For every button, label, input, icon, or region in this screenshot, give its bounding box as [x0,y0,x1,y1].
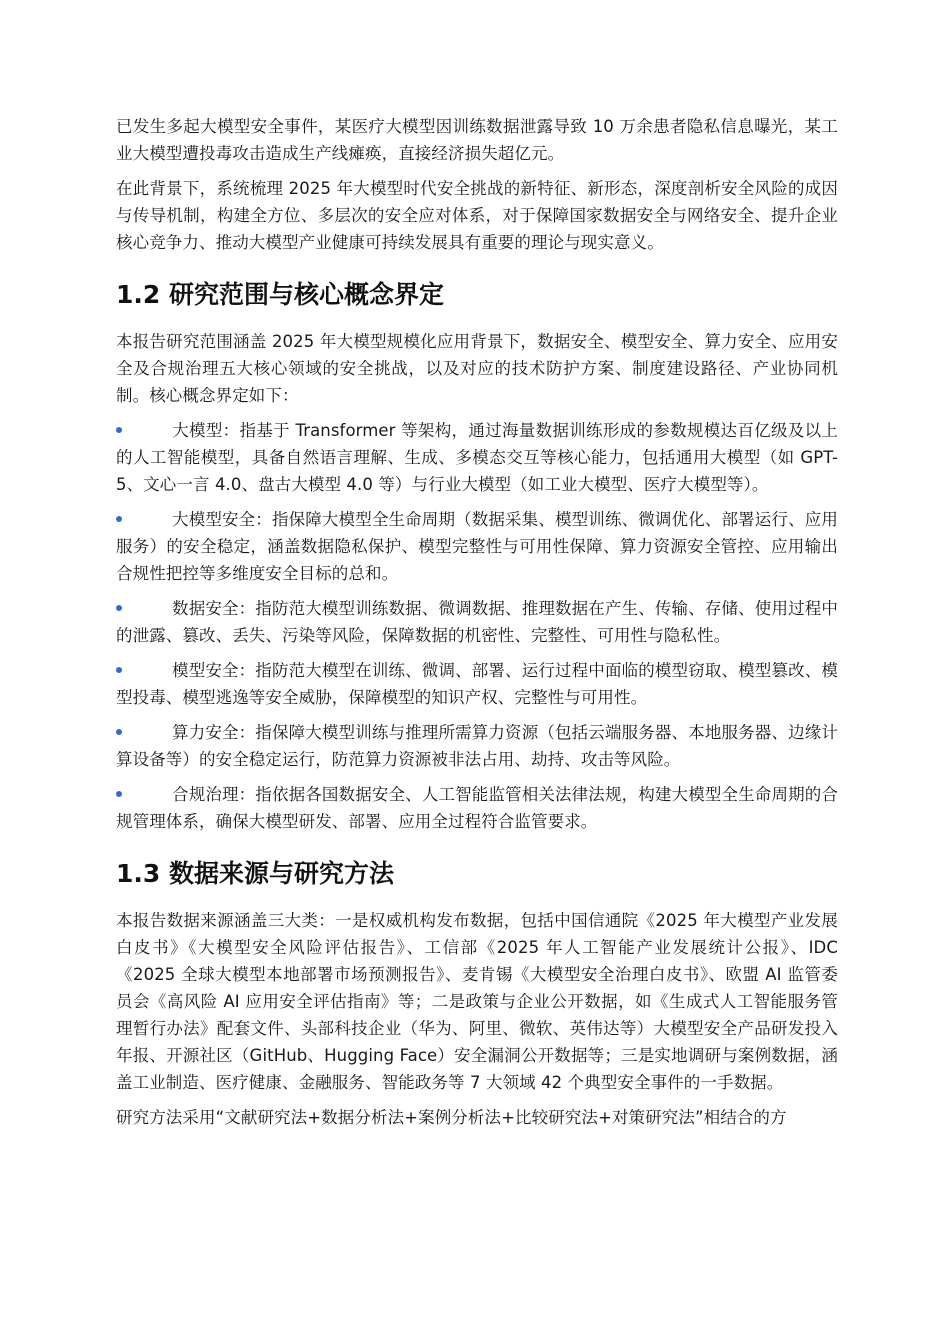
bullet-dot-icon [116,667,122,673]
list-item [116,781,838,835]
list-item [116,506,838,587]
list-item [116,417,838,498]
bullet-dot-icon [116,605,122,611]
list-item-text: 大模型：指基于 Transformer 等架构，通过海量数据训练形成的参数规模达百亿级及以上的人工智能模型，具备自然语言理解、生成、多模态交互等核心能力，包括通用大模型（如 GPT-5、文心一言 4.0、盘古大模型 4.0 等）与行业大模型（如工业大模型、医疗大模型等）。 [116,421,838,494]
intro-paragraph-1: 已发生多起大模型安全事件，某医疗大模型因训练数据泄露导致 10 万余患者隐私信息曝光，某工业大模型遭投毒攻击造成生产线瘫痪，直接经济损失超亿元。 [116,117,838,163]
bullet-dot-icon [116,427,122,433]
list-item [116,719,838,773]
section-heading-1-2: 1.2 研究范围与核心概念界定 [116,280,444,309]
section-1-3-paragraph-2: 研究方法采用“文献研究法+数据分析法+案例分析法+比较研究法+对策研究法”相结合的方 [116,1108,787,1127]
bullet-dot-icon [116,729,122,735]
list-item-text: 算力安全：指保障大模型训练与推理所需算力资源（包括云端服务器、本地服务器、边缘计算设备等）的安全稳定运行，防范算力资源被非法占用、劫持、攻击等风险。 [116,723,838,769]
list-item-text: 合规治理：指依据各国数据安全、人工智能监管相关法律法规，构建大模型全生命周期的合规管理体系，确保大模型研发、部署、应用全过程符合监管要求。 [116,785,838,831]
bullet-dot-icon [116,791,122,797]
bullet-dot-icon [116,516,122,522]
document-page [116,113,838,1139]
list-item-text: 模型安全：指防范大模型在训练、微调、部署、运行过程中面临的模型窃取、模型篡改、模型投毒、模型逃逸等安全威胁，保障模型的知识产权、完整性与可用性。 [116,661,838,707]
list-item [116,595,838,649]
list-item-text: 大模型安全：指保障大模型全生命周期（数据采集、模型训练、微调优化、部署运行、应用服务）的安全稳定，涵盖数据隐私保护、模型完整性与可用性保障、算力资源安全管控、应用输出合规性把控等多维度安全目标的总和。 [116,510,838,583]
section-1-3-paragraph-1: 本报告数据来源涵盖三大类：一是权威机构发布数据，包括中国信通院《2025 年大模型产业发展白皮书》《大模型安全风险评估报告》、工信部《2025 年人工智能产业发展统计公报》、IDC《2025 全球大模型本地部署市场预测报告》、麦肯锡《大模型安全治理白皮书》、欧盟 AI 监管委员会《高风险 AI 应用安全评估指南》等；二是政策与企业公开数据，如《生成式人工智能服务管理暂行办法》配套文件、头部科技企业（华为、阿里、微软、英伟达等）大模型安全产品研发投入年报、开源社区（GitHub、Hugging Face）安全漏洞公开数据等；三是实地调研与案例数据，涵盖工业制造、医疗健康、金融服务、智能政务等 7 大领域 42 个典型安全事件的一手数据。 [116,911,838,1092]
section-1-2-intro: 本报告研究范围涵盖 2025 年大模型规模化应用背景下，数据安全、模型安全、算力安全、应用安全及合规治理五大核心领域的安全挑战，以及对应的技术防护方案、制度建设路径、产业协同机制。核心概念界定如下： [116,332,838,405]
concept-definition-list [116,417,838,835]
intro-paragraph-2: 在此背景下，系统梳理 2025 年大模型时代安全挑战的新特征、新形态，深度剖析安全风险的成因与传导机制，构建全方位、多层次的安全应对体系，对于保障国家数据安全与网络安全、提升企业核心竞争力、推动大模型产业健康可持续发展具有重要的理论与现实意义。 [116,179,838,252]
section-heading-1-3: 1.3 数据来源与研究方法 [116,859,394,888]
list-item [116,657,838,711]
list-item-text: 数据安全：指防范大模型训练数据、微调数据、推理数据在产生、传输、存储、使用过程中的泄露、篡改、丢失、污染等风险，保障数据的机密性、完整性、可用性与隐私性。 [116,599,838,645]
